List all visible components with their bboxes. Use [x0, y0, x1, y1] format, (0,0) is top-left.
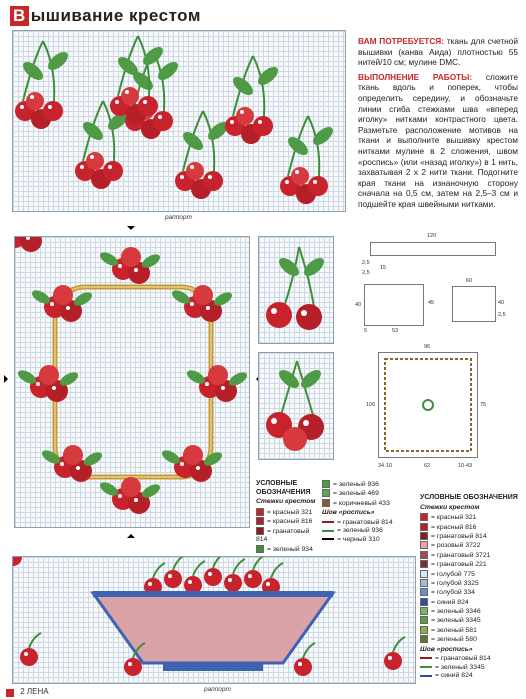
legend-big-stitch-title: Шов «роспись» — [420, 645, 473, 653]
page-number: 2 — [20, 687, 25, 696]
title-initial: В — [10, 6, 29, 26]
dim-d2: 15 — [380, 265, 387, 271]
dim-big-top: 96 — [424, 344, 431, 350]
legend-line-item: = черный 310 — [322, 536, 412, 545]
layout-diagram-tablecloth — [378, 352, 478, 458]
dim-side-c: 53 — [392, 328, 399, 334]
legend-item: = голубой 3325 — [420, 579, 524, 588]
legend-item: = розовый 3722 — [420, 541, 524, 550]
work-text: сложите ткань вдоль и поперек, чтобы определить середину, и обозначьте линии сгиба стежками шва «вперед иголку» нитками контрастного цвета. Разметьте расположение мотивов на ткани и выполните вышивку крестом нитками мулине в 2 сложения, швом «роспись» (или «назад иголку») в 1 нить, захватывая 2 х 2 нити ткани. Подогните края ткани на изнаночную сторону сначала на 0,5 см, затем на 2,5–3 см и подшейте края швейными нитками. — [358, 71, 518, 209]
legend-item: = голубой 775 — [420, 570, 524, 579]
legend-big-title: УСЛОВНЫЕ ОБОЗНАЧЕНИЯ — [420, 494, 518, 501]
dim-side-d: 5 — [364, 328, 368, 334]
cherry-border-art — [13, 31, 347, 213]
legend-line-item: = гранатовый 814 — [322, 519, 412, 528]
bowl-art — [13, 557, 417, 685]
legend-small-title: УСЛОВНЫЕ ОБОЗНАЧЕНИЯ — [256, 480, 311, 496]
need-label: ВАМ ПОТРЕБУЕТСЯ: — [358, 36, 445, 46]
legend-item: = зеленый 3346 — [420, 607, 524, 616]
dim-big-bl: 34·10 — [378, 463, 393, 469]
layout-diagram-small — [452, 286, 496, 322]
legend-item: = зеленый 581 — [420, 626, 524, 635]
legend-item: = зеленый 469 — [322, 489, 412, 498]
dim-top-total: 120 — [427, 233, 437, 239]
cherry-small-art-1 — [259, 237, 335, 345]
wreath-chart — [14, 236, 250, 528]
dim-big-br: 10·43 — [458, 463, 473, 469]
legend-item: = зеленый 3345 — [420, 616, 524, 625]
legend-small-subtitle: Стежки крестом — [256, 498, 316, 506]
dim-big-bottom: 62 — [424, 463, 431, 469]
footer-mark — [6, 689, 14, 697]
legend-small-right — [322, 480, 412, 545]
center-arrow-top — [127, 226, 135, 234]
layout-diagram-napkin — [364, 284, 424, 326]
legend-item: = гранатовый 814 — [420, 532, 524, 541]
cherry-chart-small-2 — [258, 352, 334, 460]
layout-diagram-runner — [370, 242, 496, 256]
center-arrow-bottom — [127, 530, 135, 538]
cherry-chart-small-1 — [258, 236, 334, 344]
page-footer — [0, 687, 526, 699]
legend-item: = зеленый 580 — [420, 635, 524, 644]
cherry-small-art-2 — [259, 353, 335, 461]
wreath-art — [15, 237, 251, 529]
dim-side-b: 45 — [428, 300, 435, 306]
legend-item: = гранатовый 3721 — [420, 551, 524, 560]
legend-item: = синий 824 — [420, 598, 524, 607]
page-title — [10, 6, 201, 26]
dim-mid-right3: 2,5 — [498, 312, 506, 318]
legend-item: = гранатовый 814 — [256, 527, 310, 543]
legend-big — [420, 494, 524, 681]
dim-side-a: 40 — [355, 302, 362, 308]
legend-item: = красный 816 — [420, 523, 524, 532]
dim-d3: 2,5 — [362, 270, 370, 276]
need-text: ткань для счетной вышивки (канва Аида) плотностью 55 нитей/10 см; мулине DMC. — [358, 36, 518, 68]
legend-item: = красный 321 — [420, 513, 524, 522]
legend-small — [256, 480, 318, 554]
legend-big-subtitle: Стежки крестом — [420, 503, 480, 511]
title-rest: ышивание крестом — [30, 6, 201, 25]
bowl-chart — [12, 556, 416, 684]
legend-item: = голубой 334 — [420, 588, 524, 597]
dim-d1: 2,5 — [362, 260, 370, 266]
dim-mid-top: 60 — [466, 278, 473, 284]
legend-small-stitch-title: Шов «роспись» — [322, 509, 375, 517]
work-label: ВЫПОЛНЕНИЕ РАБОТЫ: — [358, 71, 473, 82]
legend-item: = коричневый 433 — [322, 499, 412, 508]
legend-line-item: = зеленый 936 — [322, 527, 412, 536]
legend-item: = зеленый 934 — [256, 545, 318, 554]
brand-name: ЛЕНА — [26, 687, 49, 696]
dim-big-right: 75 — [480, 402, 487, 408]
tablecloth-border-art — [379, 353, 477, 457]
dim-big-left: 106 — [366, 402, 376, 408]
legend-item: = гранатовый 221 — [420, 560, 524, 569]
legend-line-item: = зеленый 3345 — [420, 664, 524, 673]
rapport-label-bottom: раппорт — [204, 686, 231, 693]
intro-text — [358, 36, 518, 210]
center-arrow-left — [4, 375, 12, 383]
legend-line-item: = синий 824 — [420, 672, 524, 681]
cherry-border-chart — [12, 30, 346, 212]
legend-item: = красный 816 — [256, 517, 318, 526]
rapport-label-top: раппорт — [165, 214, 192, 221]
dim-mid-right: 40 — [498, 300, 505, 306]
legend-item: = зеленый 936 — [322, 480, 412, 489]
legend-item: = красный 321 — [256, 508, 318, 517]
legend-line-item: = гранатовый 814 — [420, 655, 524, 664]
